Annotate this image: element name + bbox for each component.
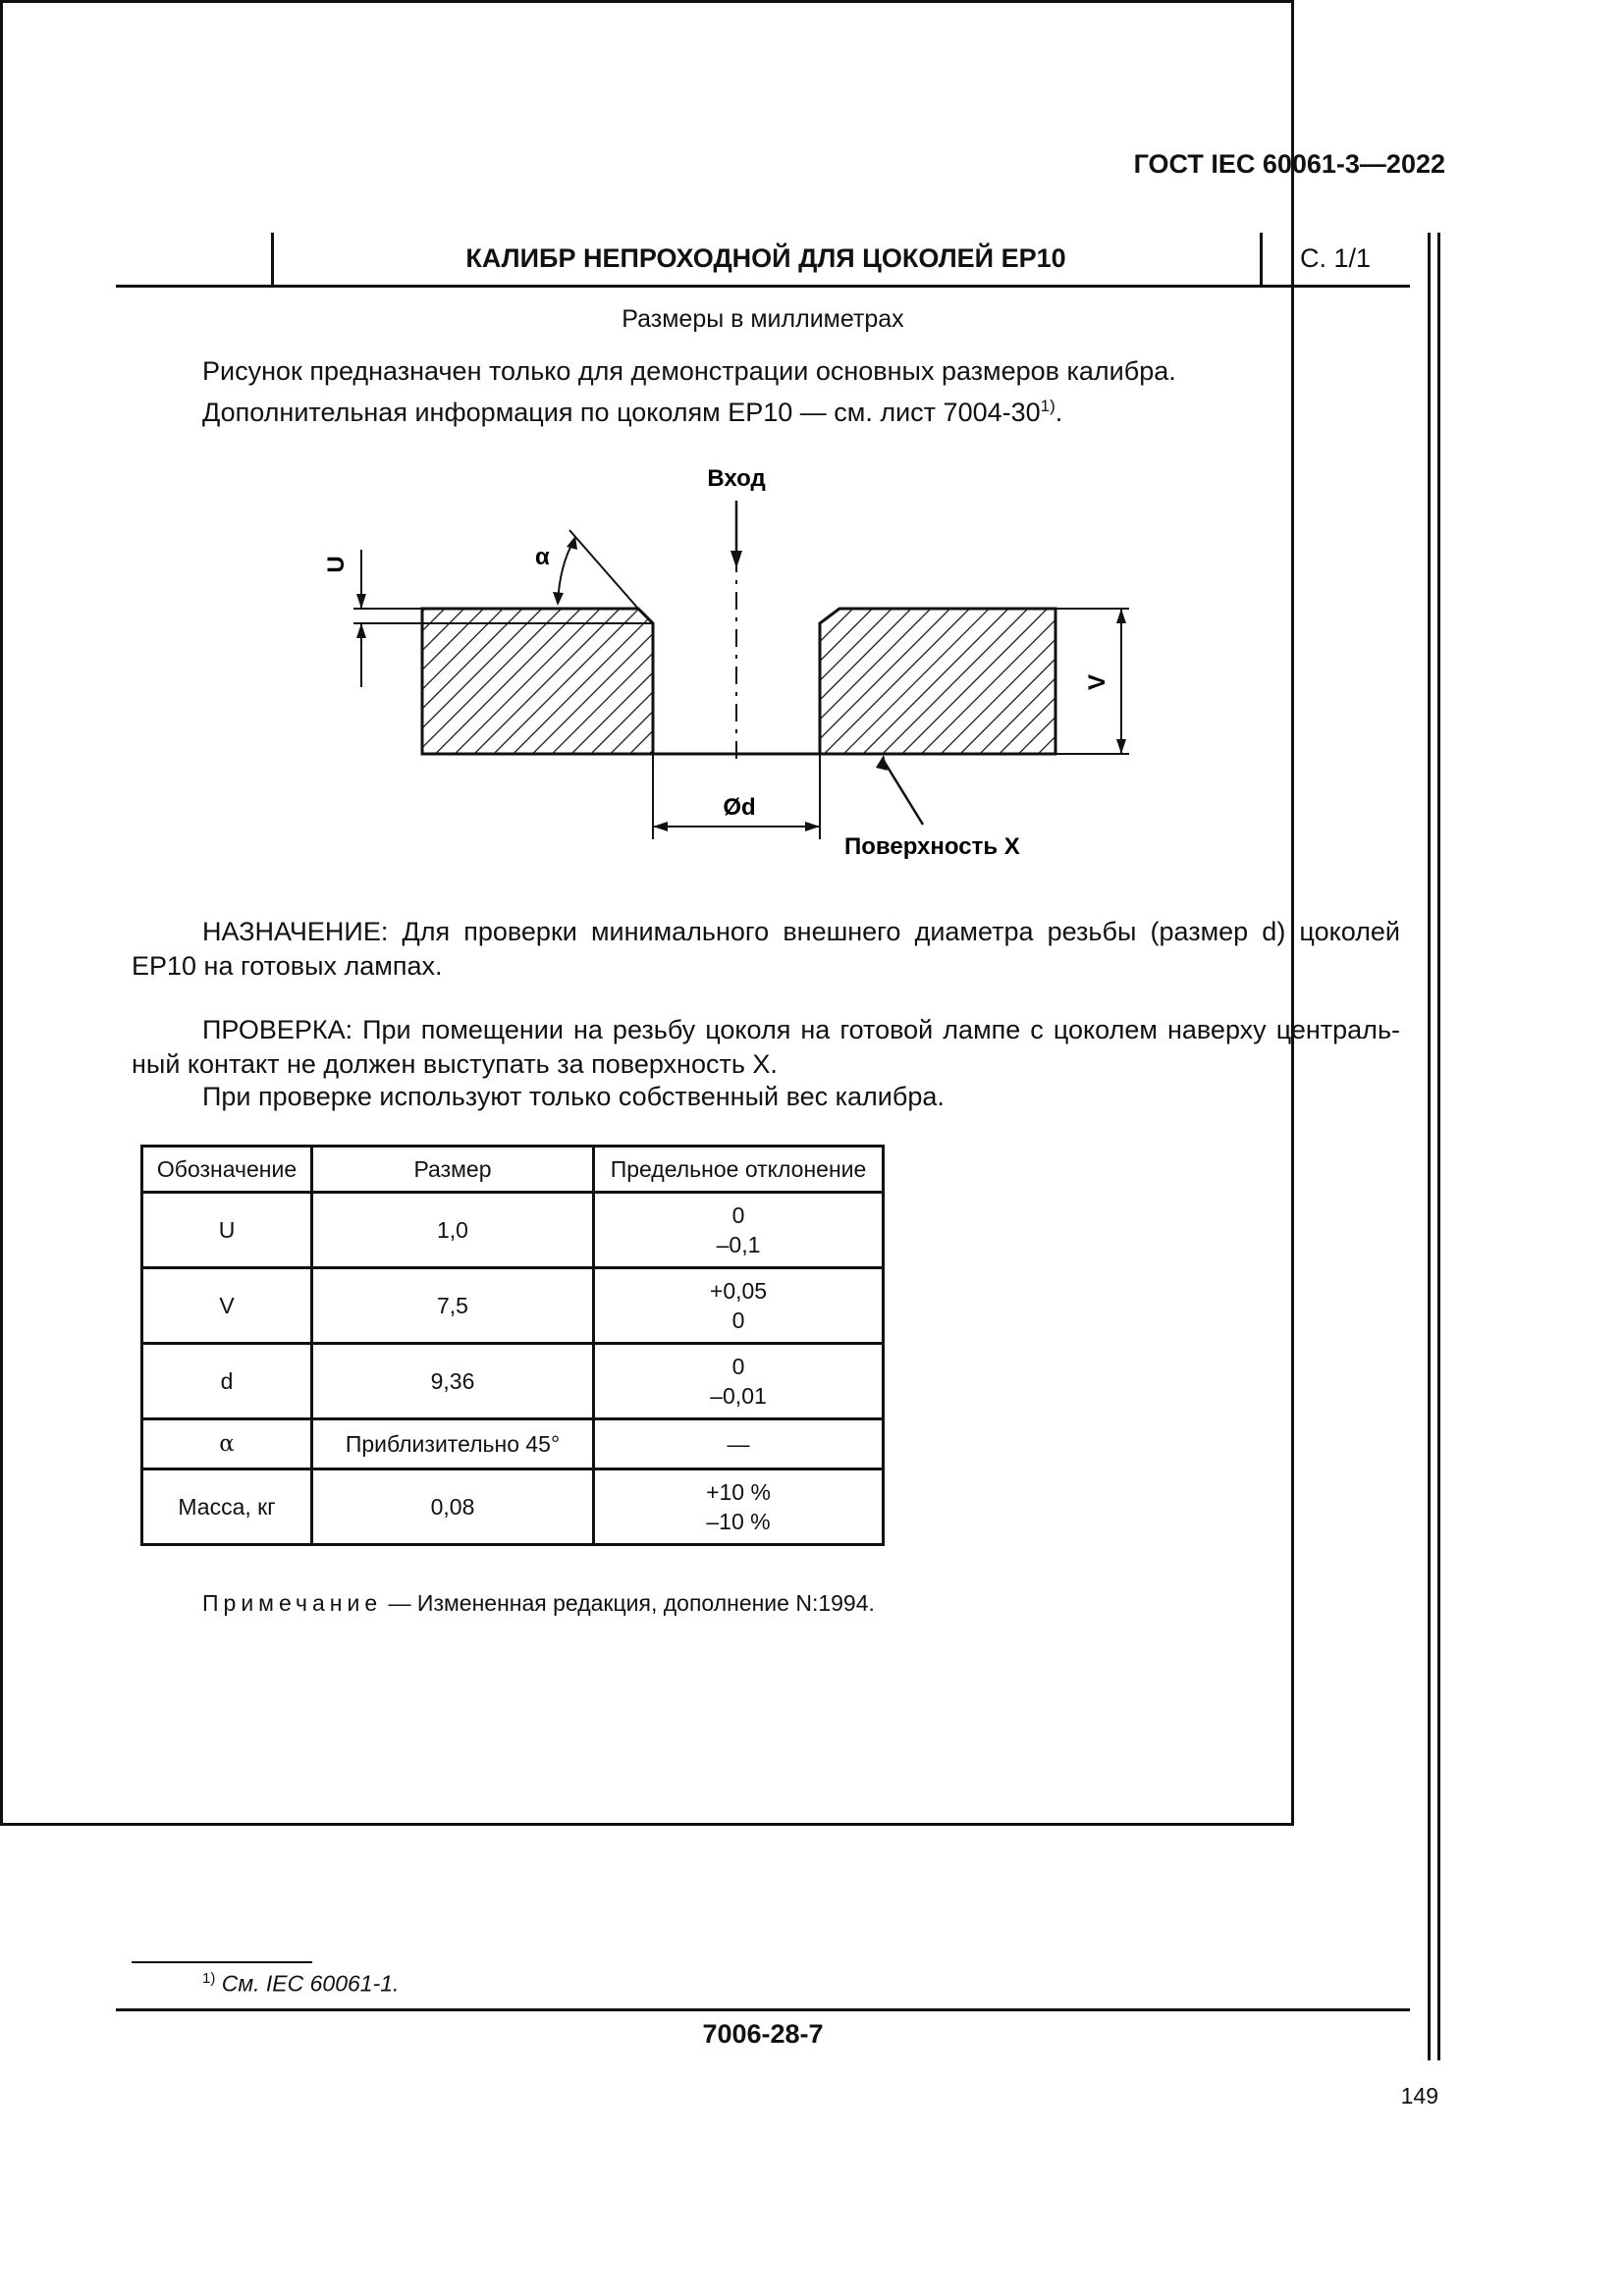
u-arrowhead-bottom: [356, 623, 366, 638]
purpose-paragraph: НАЗНАЧЕНИЕ: Для проверки минимального внешнего диаметра резьбы (размер d) цоколей EP10 на готовых лампах.: [132, 917, 1400, 981]
footnote: [202, 1970, 399, 1998]
table-row: [142, 1419, 884, 1469]
entry-arrowhead: [730, 551, 742, 568]
cell-size: Приблизительно 45°: [312, 1419, 594, 1469]
tolerance-lower: –10 %: [706, 1509, 771, 1534]
sheet-number: 7006-28-7: [702, 2019, 824, 2049]
cell-symbol: α: [142, 1419, 312, 1469]
footnote-ref: 1): [1040, 397, 1055, 415]
cell-tolerance: [594, 1344, 884, 1419]
cell-tolerance: [594, 1469, 884, 1545]
table-header-row: [142, 1147, 884, 1193]
cell-symbol: U: [142, 1193, 312, 1268]
table-row: [142, 1469, 884, 1545]
cell-size: 9,36: [312, 1344, 594, 1419]
tolerance-upper: +10 %: [706, 1479, 771, 1505]
cell-tolerance: —: [594, 1419, 884, 1469]
sheet-title: КАЛИБР НЕПРОХОДНОЙ ДЛЯ ЦОКОЛЕЙ EP10: [465, 243, 1066, 273]
v-label: V: [1084, 673, 1110, 691]
alpha-arrowhead-1: [553, 592, 564, 606]
figure-note-text: Дополнительная информация по цоколям EP10 — см. лист 7004-30: [202, 398, 1041, 427]
page-reference: С. 1/1: [1299, 243, 1372, 273]
cell-size: 7,5: [312, 1268, 594, 1344]
tolerance-lower: 0: [731, 1308, 745, 1333]
figure-note-end: .: [1055, 398, 1063, 427]
d-arrowhead-right: [805, 822, 820, 831]
tolerance-upper: 0: [731, 1202, 745, 1228]
gauge-body-right: [820, 609, 1055, 754]
cell-symbol: V: [142, 1268, 312, 1344]
alpha-leader: [569, 530, 638, 609]
u-arrowhead-top: [356, 594, 366, 609]
footnote-marker: 1): [202, 1970, 216, 1987]
table-row: [142, 1193, 884, 1268]
v-arrowhead-top: [1116, 609, 1126, 623]
cell-symbol: d: [142, 1344, 312, 1419]
frame-double-line-2: [1437, 233, 1440, 2060]
cell-size: 0,08: [312, 1469, 594, 1545]
cell-symbol: Масса, кг: [142, 1469, 312, 1545]
figure-note-line-2: [202, 389, 1062, 430]
note: [202, 1590, 875, 1617]
tolerance-lower: –0,1: [716, 1232, 761, 1257]
footnote-text: См. IEC 60061-1.: [221, 1970, 400, 1997]
header-symbol: Обозначение: [142, 1147, 312, 1193]
header-tolerance: Предельное отклонение: [594, 1147, 884, 1193]
footer-row-divider: [116, 2008, 1410, 2011]
cell-tolerance: [594, 1268, 884, 1344]
dimensions-table: [140, 1145, 885, 1546]
entry-label: Вход: [707, 465, 766, 492]
surface-x-leader: [884, 761, 923, 825]
gauge-body-left: [422, 609, 653, 754]
tolerance-upper: 0: [731, 1354, 745, 1379]
d-label: Ød: [723, 794, 756, 821]
title-cell-divider-left: [271, 233, 274, 287]
table-row: [142, 1268, 884, 1344]
table-row: [142, 1344, 884, 1419]
footnote-separator: [132, 1961, 312, 1963]
note-label: Примечание: [202, 1590, 383, 1616]
tolerance-upper: +0,05: [709, 1278, 768, 1304]
surface-x-label: Поверхность X: [844, 833, 1020, 860]
alpha-label: α: [535, 544, 550, 570]
cell-tolerance: [594, 1193, 884, 1268]
d-arrowhead-left: [653, 822, 668, 831]
check-paragraph-2: При проверке используют только собственный вес калибра.: [202, 1082, 945, 1111]
frame-double-line-1: [1428, 233, 1431, 2060]
tolerance-lower: –0,01: [710, 1383, 767, 1409]
cell-size: 1,0: [312, 1193, 594, 1268]
note-text: — Измененная редакция, дополнение N:1994.: [382, 1590, 875, 1616]
v-arrowhead-bottom: [1116, 739, 1126, 754]
figure-note-line-1: Рисунок предназначен только для демонстрации основных размеров калибра.: [202, 356, 1176, 386]
standard-designation: ГОСТ IEC 60061-3—2022: [1133, 149, 1445, 179]
check-paragraph: ПРОВЕРКА: При помещении на резьбу цоколя на готовой лампе с цоколем наверху централь-ный контакт не должен выступать за поверхность X.: [132, 1015, 1400, 1079]
page-number: 149: [1400, 2083, 1438, 2109]
gauge-drawing: [314, 447, 1159, 879]
title-row-divider: [116, 285, 1410, 288]
u-label: U: [323, 556, 350, 573]
header-size: Размер: [312, 1147, 594, 1193]
units-note: Размеры в миллиметрах: [622, 305, 904, 333]
